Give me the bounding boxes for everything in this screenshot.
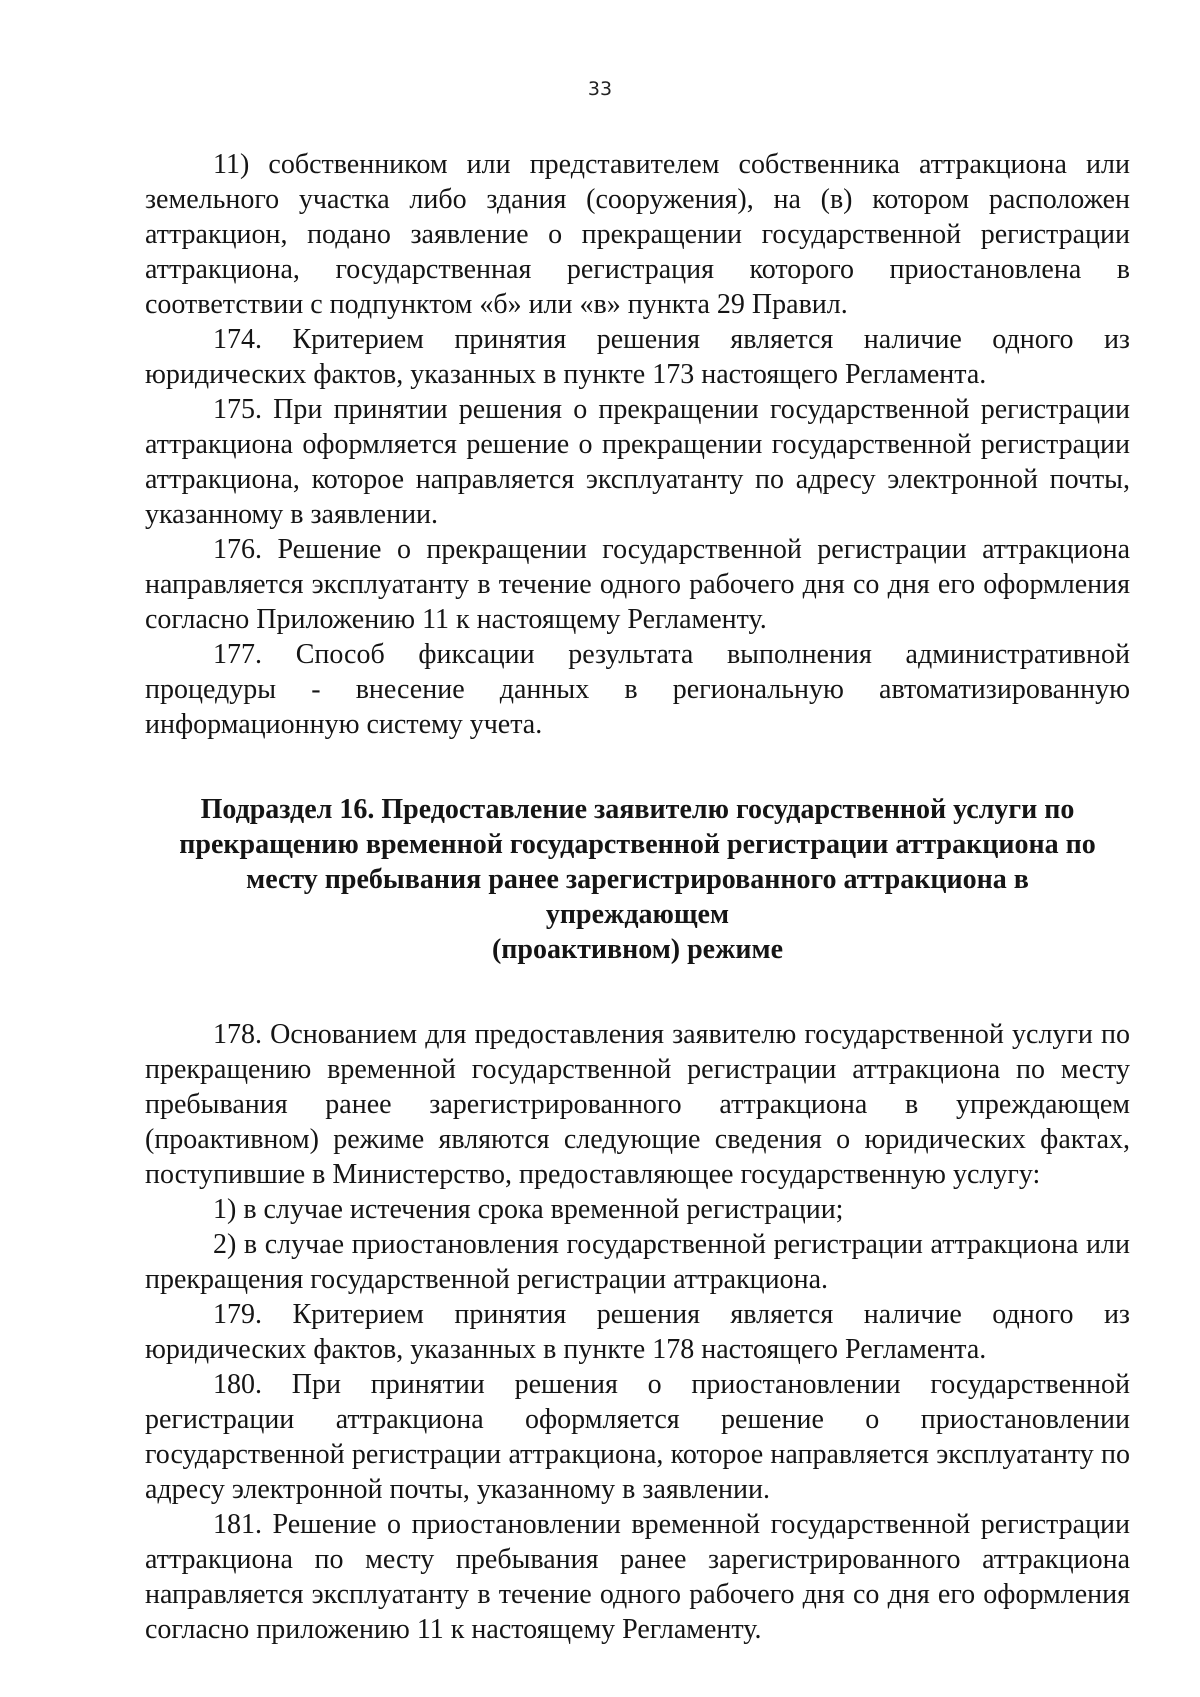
paragraph-178-item-1: 1) в случае истечения срока временной регистрации; (213, 1194, 844, 1225)
paragraph-176: 176. Решение о прекращении государственной регистрации аттракциона направляется эксплуатанту в течение одного рабочего дня со дня его оформления согласно Приложению 11 к настоящему Регламенту. (145, 534, 1130, 635)
paragraph-178-item-2: 2) в случае приостановления государственной регистрации аттракциона или прекращения государственной регистрации аттракциона. (145, 1229, 1130, 1295)
paragraph-178: 178. Основанием для предоставления заявителю государственной услуги по прекращению временной государственной регистрации аттракциона по месту пребывания ранее зарегистрированного аттракциона в упреждающем (проактивном) режиме являются следующие сведения о юридических фактах, поступившие в Министерство, предоставляющее государственную услугу: (145, 1019, 1130, 1190)
paragraph-item-11: 11) собственником или представителем собственника аттракциона или земельного участка либо здания (сооружения), на (в) котором расположен аттракцион, подано заявление о прекращении государственной регистрации аттракциона, государственная регистрация которого приостановлена в соответствии с подпунктом «б» или «в» пункта 29 Правил. (145, 149, 1130, 320)
section-heading-line: Подраздел 16. Предоставление заявителю государственной услуги по (200, 794, 1075, 825)
paragraph-174: 174. Критерием принятия решения является наличие одного из юридических фактов, указанных в пункте 173 настоящего Регламента. (145, 324, 1130, 390)
section-heading-line: месту пребывания ранее зарегистрированного аттракциона в упреждающем (246, 864, 1029, 930)
paragraph-180: 180. При принятии решения о приостановлении государственной регистрации аттракциона оформляется решение о приостановлении государственной регистрации аттракциона, которое направляется эксплуатанту по адресу электронной почты, указанному в заявлении. (145, 1369, 1130, 1505)
page-number: 33 (587, 78, 613, 100)
paragraph-181: 181. Решение о приостановлении временной государственной регистрации аттракциона по месту пребывания ранее зарегистрированного аттракциона направляется эксплуатанту в течение одного рабочего дня со дня его оформления согласно приложению 11 к настоящему Регламенту. (145, 1509, 1130, 1645)
section-heading-line: прекращению временной государственной регистрации аттракциона по (179, 829, 1096, 860)
paragraph-175: 175. При принятии решения о прекращении государственной регистрации аттракциона оформляется решение о прекращении государственной регистрации аттракциона, которое направляется эксплуатанту по адресу электронной почты, указанному в заявлении. (145, 394, 1130, 530)
document-body (145, 147, 1130, 1647)
paragraph-179: 179. Критерием принятия решения является наличие одного из юридических фактов, указанных в пункте 178 настоящего Регламента. (145, 1299, 1130, 1365)
section-heading (155, 792, 1120, 967)
section-heading-line: (проактивном) режиме (491, 934, 784, 965)
paragraph-177: 177. Способ фиксации результата выполнения административной процедуры - внесение данных в региональную автоматизированную информационную систему учета. (145, 639, 1130, 740)
